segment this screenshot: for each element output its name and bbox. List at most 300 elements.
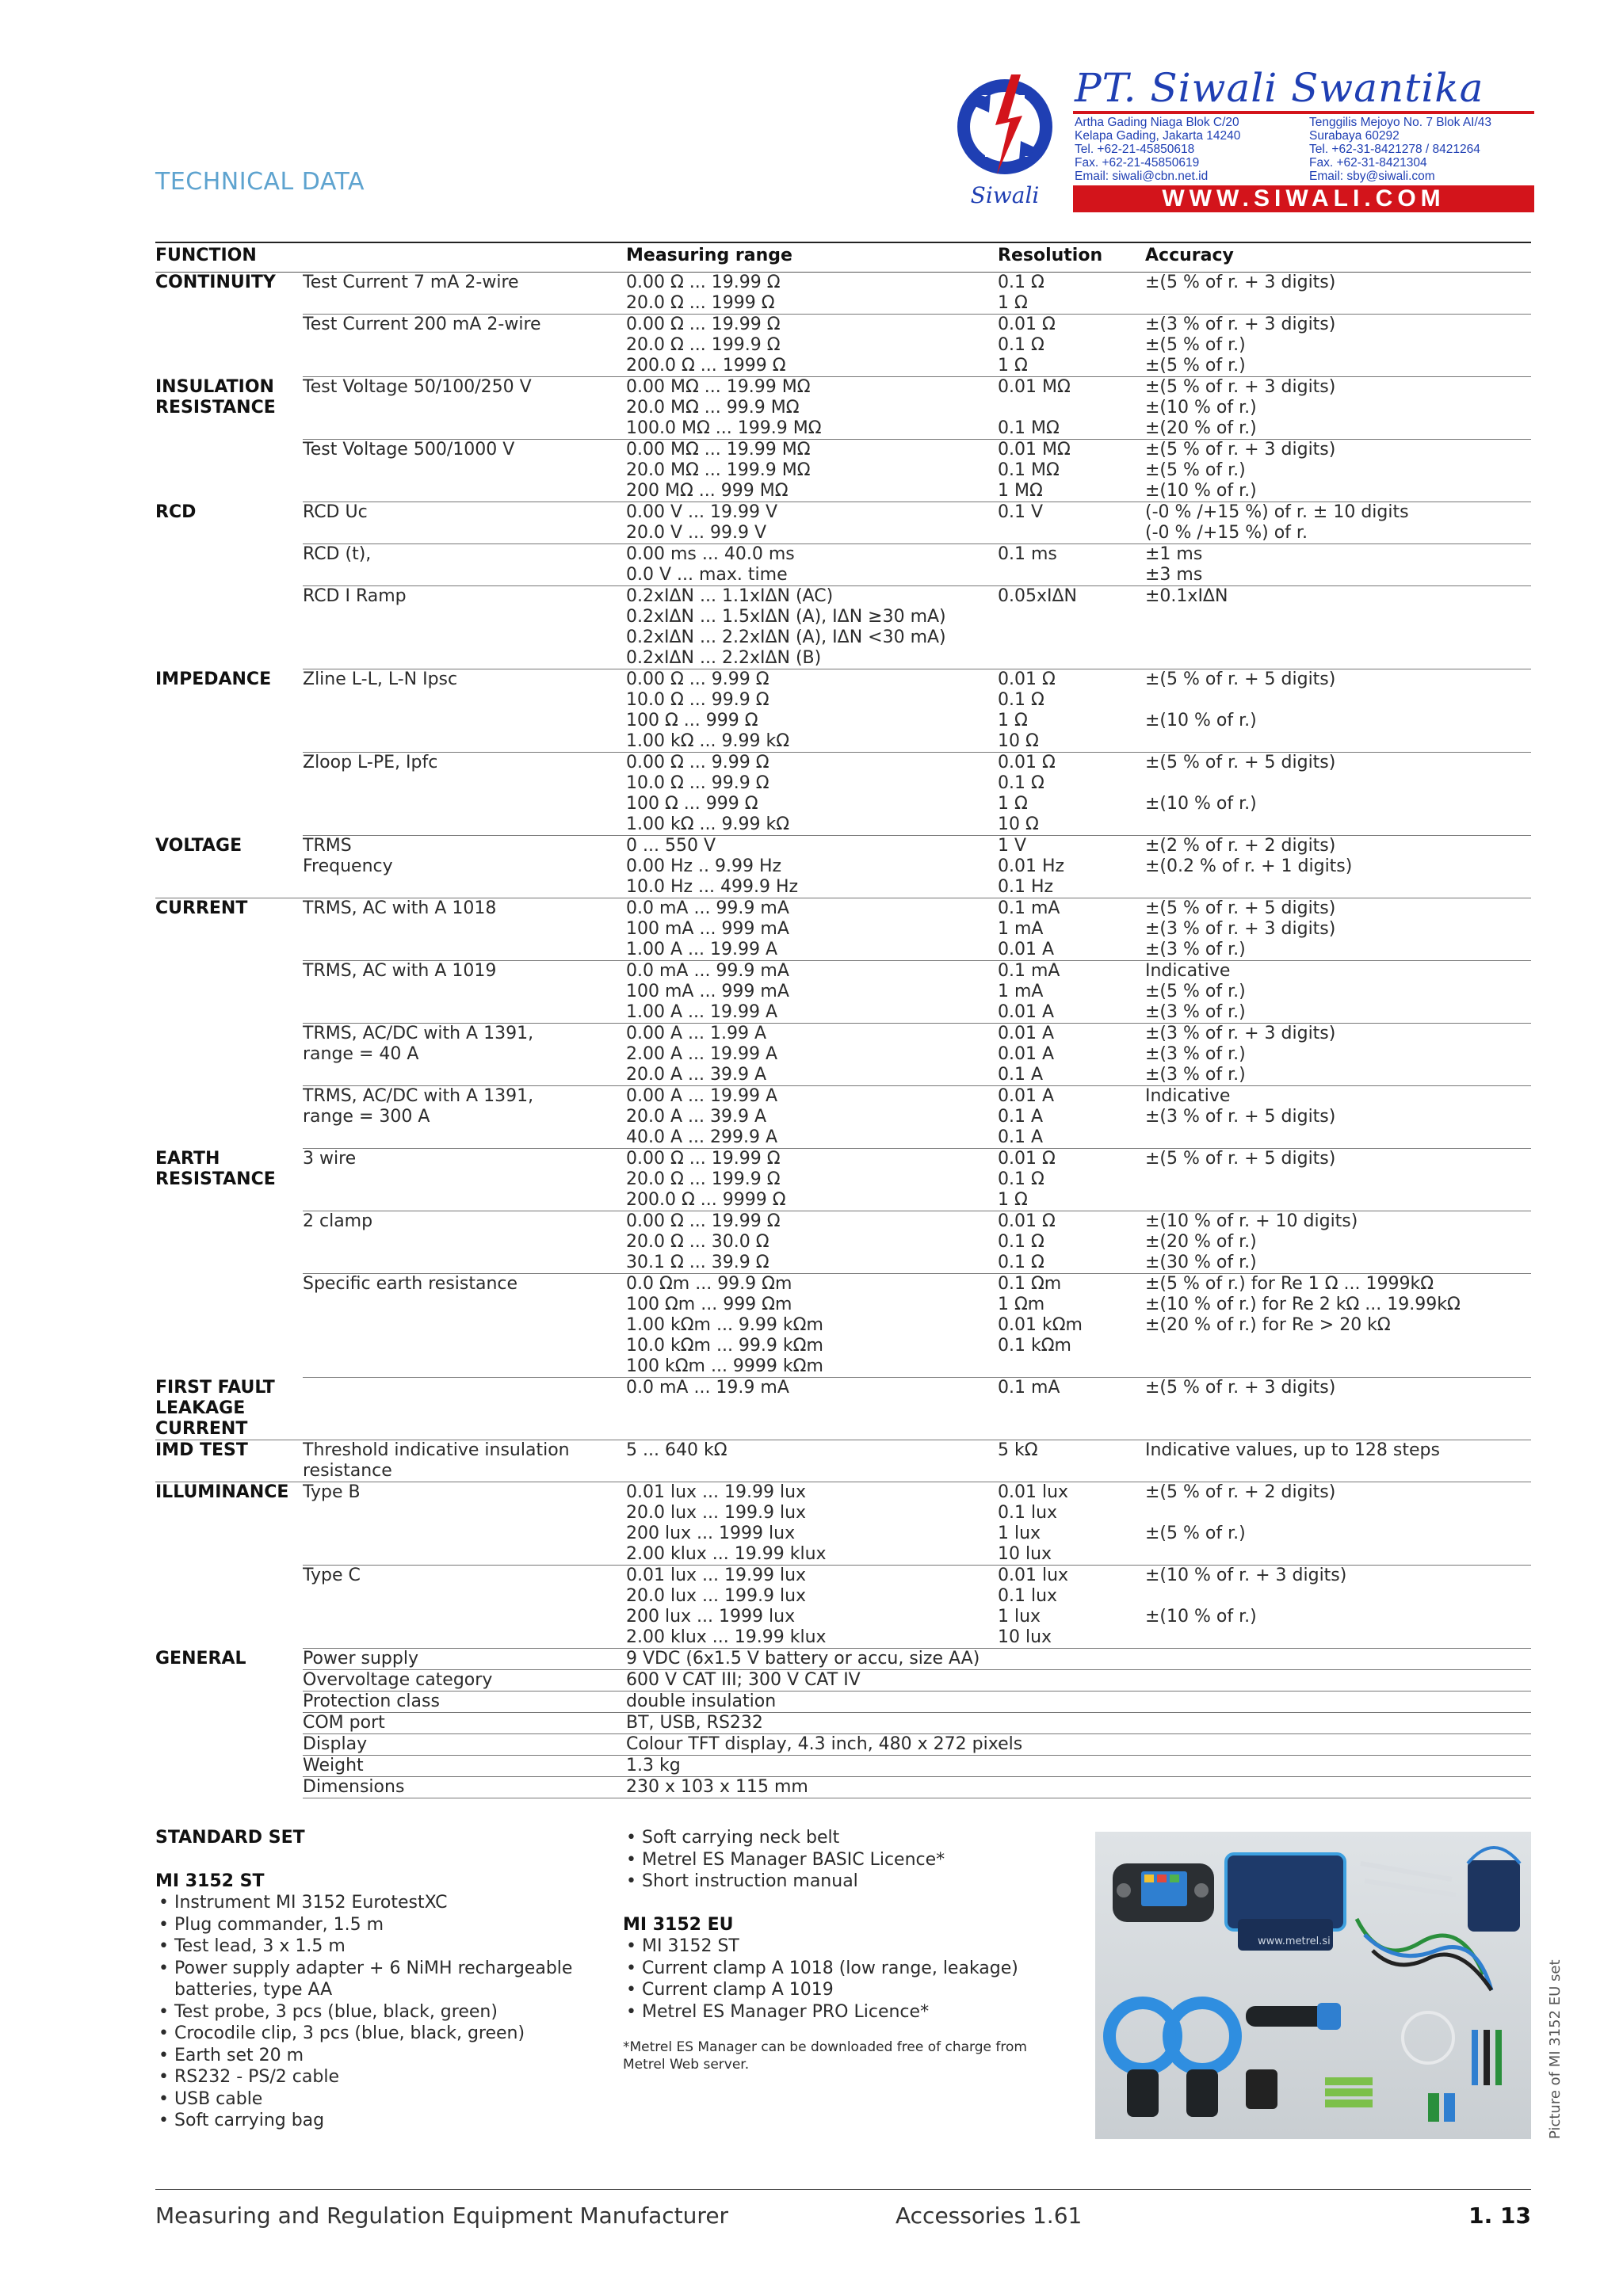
list-item: • Short instruction manual [623, 1871, 1067, 1893]
accuracy-line [1145, 607, 1531, 627]
measuring-range-line: 20.0 MΩ ... 199.9 MΩ [626, 460, 811, 480]
sub-function-line: range = 300 A [303, 1107, 430, 1127]
measuring-range-line: 0.01 lux ... 19.99 lux [626, 1482, 807, 1502]
address-line: Tel. +62-21-45850618 [1075, 143, 1195, 156]
table-row [155, 1440, 1531, 1482]
page-number: 1. 13 [1468, 2203, 1531, 2229]
accuracy-line: Indicative [1145, 1086, 1231, 1106]
accuracy-line [1145, 1419, 1531, 1440]
general-label: Dimensions [303, 1777, 626, 1798]
list-item: • Current clamp A 1019 [623, 1979, 1067, 2001]
company-name: PT. Siwali Swantika [1075, 65, 1484, 111]
list-item: • Earth set 20 m [155, 2045, 599, 2067]
accuracy [1145, 315, 1531, 377]
measuring-range-line: 100 Ωm ... 999 Ωm [626, 1295, 792, 1314]
measuring-range-line: 0.00 A ... 1.99 A [626, 1024, 767, 1043]
sub-function [303, 1566, 626, 1649]
measuring-range-line: 10.0 Ω ... 99.9 Ω [626, 773, 769, 793]
resolution-line: 1 Ω [998, 1190, 1028, 1210]
accuracy-line: ±(3 % of r. + 3 digits) [1145, 315, 1336, 334]
general-label: Overvoltage category [303, 1670, 626, 1691]
accuracy [1145, 1086, 1531, 1149]
address-line: Surabaya 60292 [1309, 129, 1400, 143]
resolution-line: 1 Ω [998, 711, 1028, 730]
measuring-range [626, 1149, 998, 1211]
measuring-range-line: 1.00 A ... 19.99 A [626, 940, 778, 959]
resolution-line: 0.1 MΩ [998, 418, 1060, 438]
sub-function-line [303, 814, 626, 835]
measuring-range [626, 273, 998, 315]
table-row [155, 836, 1531, 898]
accuracy-line: ±(3 % of r.) [1145, 1002, 1246, 1022]
header-measuring-range: Measuring range [626, 242, 998, 273]
measuring-range-line: 20.0 lux ... 199.9 lux [626, 1586, 807, 1606]
measuring-range-line: 20.0 Ω ... 199.9 Ω [626, 335, 781, 355]
measuring-range-line: 2.00 klux ... 19.99 klux [626, 1544, 827, 1564]
accuracy-line: ±(30 % of r.) [1145, 1253, 1257, 1272]
footer-divider [155, 2189, 1531, 2190]
sub-function [303, 377, 626, 440]
resolution-line [998, 398, 1145, 418]
measuring-range-line: 0.00 MΩ ... 19.99 MΩ [626, 377, 811, 397]
resolution-line [998, 523, 1145, 543]
accuracy-line: ±(10 % of r.) [1145, 711, 1257, 730]
list-item: • MI 3152 ST [623, 1936, 1067, 1958]
list-item: • Crocodile clip, 3 pcs (blue, black, green) [155, 2023, 599, 2045]
function-name: VOLTAGE [155, 836, 303, 898]
list-item: • Power supply adapter + 6 NiMH rechargeable batteries, type AA [155, 1958, 599, 2001]
resolution-line [998, 1398, 1145, 1419]
website-link[interactable]: WWW.SIWALI.COM [1073, 185, 1534, 212]
accuracy-line: ±3 ms [1145, 565, 1203, 585]
resolution-line: 0.1 kΩm [998, 1336, 1071, 1356]
measuring-range [626, 1378, 998, 1440]
resolution-line: 0.1 A [998, 1127, 1044, 1147]
sub-function-line: RCD I Ramp [303, 586, 407, 606]
sub-function-line [303, 1419, 626, 1440]
resolution-line: 1 MΩ [998, 481, 1043, 501]
resolution-line: 1 lux [998, 1524, 1041, 1543]
st-set-list-continued [623, 1827, 1067, 1893]
measuring-range-line: 0.00 A ... 19.99 A [626, 1086, 778, 1106]
sub-function-line [303, 1627, 626, 1648]
sub-function-line: Type C [303, 1566, 361, 1585]
accuracy-line: ±(5 % of r.) [1145, 335, 1246, 355]
resolution [998, 544, 1145, 586]
measuring-range-line: 0.00 Ω ... 19.99 Ω [626, 315, 781, 334]
accuracy-line: ±(10 % of r.) [1145, 398, 1257, 418]
resolution-line: 0.1 Ω [998, 690, 1044, 710]
sub-function-line [303, 1607, 626, 1627]
measuring-range [626, 1482, 998, 1566]
resolution-line [998, 648, 1145, 669]
resolution-line: 0.1 Ω [998, 335, 1044, 355]
sub-function-line: RCD (t), [303, 544, 372, 564]
sub-function-line [303, 711, 626, 731]
resolution-line: 0.1 mA [998, 961, 1060, 981]
function-name: FIRST FAULT LEAKAGE CURRENT [155, 1378, 303, 1440]
mi3152-set-illustration [1095, 1832, 1531, 2139]
resolution-line: 1 V [998, 836, 1027, 856]
measuring-range-line: 2.00 A ... 19.99 A [626, 1044, 778, 1064]
list-item: • Test lead, 3 x 1.5 m [155, 1936, 599, 1958]
sub-function [303, 961, 626, 1024]
function-name: CURRENT [155, 898, 248, 918]
accuracy-line: ±(5 % of r. + 5 digits) [1145, 898, 1336, 918]
accuracy-line: ±(10 % of r. + 10 digits) [1145, 1211, 1358, 1231]
sub-function-line: Test Current 200 mA 2-wire [303, 315, 541, 334]
accuracy-line [1145, 877, 1531, 898]
measuring-range-line: 20.0 Ω ... 30.0 Ω [626, 1232, 769, 1252]
resolution [998, 669, 1145, 753]
list-item: • Metrel ES Manager PRO Licence* [623, 2001, 1067, 2023]
accuracy-line: ±(5 % of r. + 2 digits) [1145, 1482, 1336, 1502]
resolution [998, 1566, 1145, 1649]
accuracy-line [1145, 731, 1531, 752]
measuring-range-line: 0.00 V ... 19.99 V [626, 502, 778, 522]
table-row [155, 1211, 1531, 1274]
measuring-range-line: 0.0 mA ... 99.9 mA [626, 961, 789, 981]
measuring-range-line: 0.0 Ωm ... 99.9 Ωm [626, 1274, 792, 1294]
accuracy-line: ±(5 % of r. + 3 digits) [1145, 440, 1336, 460]
resolution-line [998, 1419, 1145, 1440]
sub-function-line: Zloop L-PE, Ipfc [303, 753, 438, 772]
company-divider [1073, 111, 1534, 114]
measuring-range-line: 0.00 ms ... 40.0 ms [626, 544, 795, 564]
accuracy-line: ±(5 % of r. + 3 digits) [1145, 273, 1336, 292]
general-row [155, 1713, 1531, 1734]
resolution-line: 0.1 Ω [998, 773, 1044, 793]
sub-function-line [303, 1315, 626, 1336]
resolution-line: 0.01 Hz [998, 856, 1065, 876]
resolution-line: 0.01 A [998, 1086, 1055, 1106]
measuring-range-line: 0.2xIΔN ... 1.5xIΔN (A), IΔN ≥30 mA) [626, 607, 946, 627]
photo-caption: Picture of MI 3152 EU set [1547, 1959, 1564, 2139]
measuring-range-line: 10.0 Hz ... 499.9 Hz [626, 877, 799, 897]
sub-function-line [303, 1065, 626, 1085]
resolution [998, 315, 1145, 377]
accuracy-line: ±(20 % of r.) [1145, 418, 1257, 438]
function-name: IMPEDANCE [155, 669, 272, 689]
sub-function-line: Test Voltage 500/1000 V [303, 440, 515, 460]
measuring-range-line: 0.00 Hz .. 9.99 Hz [626, 856, 782, 876]
measuring-range-line: 10.0 kΩm ... 99.9 kΩm [626, 1336, 823, 1356]
address-line: Tenggilis Mejoyo No. 7 Blok AI/43 [1309, 116, 1492, 129]
sub-function [303, 1378, 626, 1440]
measuring-range [626, 586, 998, 669]
accuracy-line: ±(5 % of r.) for Re 1 Ω ... 1999kΩ [1145, 1274, 1434, 1294]
accuracy-line [1145, 814, 1531, 835]
measuring-range-line: 1.00 kΩ ... 9.99 kΩ [626, 814, 790, 834]
measuring-range [626, 502, 998, 544]
resolution-line: 0.01 A [998, 1024, 1055, 1043]
resolution-line: 10 Ω [998, 731, 1039, 751]
accuracy-line: ±(10 % of r. + 3 digits) [1145, 1566, 1347, 1585]
sub-function [303, 544, 626, 586]
measuring-range-line: 40.0 A ... 299.9 A [626, 1127, 778, 1147]
measuring-range-line: 0.00 MΩ ... 19.99 MΩ [626, 440, 811, 460]
function-name: IMD TEST [155, 1440, 303, 1482]
measuring-range-line: 20.0 A ... 39.9 A [626, 1107, 767, 1127]
sub-function [303, 753, 626, 836]
sub-function-line: TRMS [303, 836, 352, 856]
measuring-range [626, 1566, 998, 1649]
sub-function-line [303, 940, 626, 960]
technical-data-table [155, 242, 1531, 1798]
product-photo [1095, 1832, 1531, 2139]
sub-function-line [303, 627, 626, 648]
table-row [155, 1274, 1531, 1378]
measuring-range-line: 0.2xIΔN ... 1.1xIΔN (AC) [626, 586, 834, 606]
list-item: • Plug commander, 1.5 m [155, 1914, 599, 1936]
resolution-line [998, 607, 1145, 627]
accuracy-line: ±(0.2 % of r. + 1 digits) [1145, 856, 1353, 876]
sub-function-line [303, 335, 626, 356]
measuring-range-line: 20.0 lux ... 199.9 lux [626, 1503, 807, 1523]
resolution-line: 0.01 Ω [998, 669, 1056, 689]
general-row [155, 1649, 1531, 1670]
sub-function [303, 1482, 626, 1566]
accuracy-line [1145, 1461, 1531, 1482]
measuring-range-line: 0.00 Ω ... 9.99 Ω [626, 669, 769, 689]
accuracy-line: ±(10 % of r.) for Re 2 kΩ ... 19.99kΩ [1145, 1295, 1461, 1314]
accuracy-line: ±(5 % of r.) [1145, 1524, 1246, 1543]
resolution [998, 836, 1145, 898]
function-name: EARTH RESISTANCE [155, 1148, 276, 1189]
sub-function-line [303, 356, 626, 376]
accuracy-line: ±(10 % of r.) [1145, 1607, 1257, 1627]
list-item: • USB cable [155, 2088, 599, 2111]
sub-function-line [303, 398, 626, 418]
resolution [998, 1482, 1145, 1566]
function-name: RCD [155, 502, 197, 522]
accuracy [1145, 377, 1531, 440]
address-line: Fax. +62-31-8421304 [1309, 156, 1427, 170]
sub-function-line: resistance [303, 1461, 392, 1481]
accuracy-line [1145, 293, 1531, 314]
accuracy [1145, 544, 1531, 586]
accuracy-line: ±(10 % of r.) [1145, 481, 1257, 501]
accuracy-line [1145, 1586, 1531, 1607]
address-surabaya [1309, 116, 1491, 183]
sub-function-line [303, 1378, 626, 1398]
list-item: • Soft carrying bag [155, 2110, 599, 2132]
measuring-range-line: 200 lux ... 1999 lux [626, 1524, 796, 1543]
measuring-range-line: 100 Ω ... 999 Ω [626, 794, 758, 814]
sub-function-line: Threshold indicative insulation [303, 1440, 570, 1460]
sub-function [303, 898, 626, 961]
accuracy-line: ±(5 % of r.) [1145, 460, 1246, 480]
measuring-range-line: 20.0 V ... 99.9 V [626, 523, 767, 543]
sub-function-line [303, 731, 626, 752]
address-line: Kelapa Gading, Jakarta 14240 [1075, 129, 1241, 143]
resolution [998, 273, 1145, 315]
measuring-range-line: 0.00 Ω ... 19.99 Ω [626, 1211, 781, 1231]
measuring-range-line: 100 mA ... 999 mA [626, 982, 789, 1001]
sub-function [303, 315, 626, 377]
general-row [155, 1777, 1531, 1798]
general-value: 230 x 103 x 115 mm [626, 1777, 1531, 1798]
accuracy-line [1145, 690, 1531, 711]
accuracy-line [1145, 1627, 1531, 1648]
measuring-range-line: 0 ... 550 V [626, 836, 716, 856]
general-value: BT, USB, RS232 [626, 1713, 1531, 1734]
resolution-line: 0.1 lux [998, 1503, 1058, 1523]
measuring-range [626, 544, 998, 586]
sub-function [303, 1440, 626, 1482]
measuring-range-line: 100.0 MΩ ... 199.9 MΩ [626, 418, 822, 438]
general-label: Weight [303, 1756, 626, 1777]
sub-function-line: Frequency [303, 856, 393, 876]
eu-set-title: MI 3152 EU [623, 1914, 734, 1935]
accuracy-line: ±(5 % of r. + 5 digits) [1145, 669, 1336, 689]
address-line: Artha Gading Niaga Blok C/20 [1075, 116, 1239, 129]
sub-function [303, 1149, 626, 1211]
sub-function [303, 1211, 626, 1274]
resolution-line: 0.1 MΩ [998, 460, 1060, 480]
general-value: 600 V CAT III; 300 V CAT IV [626, 1670, 1531, 1691]
measuring-range-line: 10.0 Ω ... 99.9 Ω [626, 690, 769, 710]
measuring-range-line: 1.00 kΩ ... 9.99 kΩ [626, 731, 790, 751]
resolution-line: 0.1 A [998, 1107, 1044, 1127]
resolution-line: 1 Ωm [998, 1295, 1045, 1314]
general-label: Power supply [303, 1649, 626, 1670]
table-row [155, 1024, 1531, 1086]
table-row [155, 753, 1531, 836]
measuring-range-line: 20.0 Ω ... 1999 Ω [626, 293, 775, 313]
resolution [998, 1211, 1145, 1274]
measuring-range-line: 200.0 Ω ... 1999 Ω [626, 356, 786, 376]
general-value: Colour TFT display, 4.3 inch, 480 x 272 pixels [626, 1734, 1531, 1756]
resolution-line: 0.01 lux [998, 1566, 1069, 1585]
function-name: CONTINUITY [155, 273, 276, 292]
sub-function-line [303, 460, 626, 481]
function-name: ILLUMINANCE [155, 1482, 289, 1502]
resolution [998, 1024, 1145, 1086]
resolution-line: 1 mA [998, 919, 1044, 939]
measuring-range [626, 669, 998, 753]
accuracy [1145, 1378, 1531, 1440]
accuracy-line [1145, 1336, 1531, 1356]
accuracy-line [1145, 1190, 1531, 1211]
header-accuracy: Accuracy [1145, 242, 1531, 273]
measuring-range-line: 100 Ω ... 999 Ω [626, 711, 758, 730]
resolution-line: 0.01 MΩ [998, 440, 1071, 460]
resolution-line: 0.1 ms [998, 544, 1057, 564]
accuracy-line: ±(3 % of r.) [1145, 1065, 1246, 1085]
table-row [155, 544, 1531, 586]
resolution-line: 1 mA [998, 982, 1044, 1001]
resolution-line: 0.1 Ω [998, 273, 1044, 292]
resolution-line: 0.1 lux [998, 1586, 1058, 1606]
accuracy-line [1145, 1169, 1531, 1190]
resolution-line: 0.1 mA [998, 898, 1060, 918]
sub-function-line [303, 1336, 626, 1356]
resolution-line: 0.01 Ω [998, 315, 1056, 334]
accuracy-line: ±(10 % of r.) [1145, 794, 1257, 814]
sub-function-line [303, 1503, 626, 1524]
measuring-range [626, 1211, 998, 1274]
sub-function-line: TRMS, AC with A 1019 [303, 961, 497, 981]
sub-function-line [303, 1169, 626, 1190]
measuring-range-line: 0.0 mA ... 99.9 mA [626, 898, 789, 918]
header-resolution: Resolution [998, 242, 1145, 273]
general-row [155, 1734, 1531, 1756]
measuring-range-line: 100 mA ... 999 mA [626, 919, 789, 939]
accuracy-line: (-0 % /+15 %) of r. ± 10 digits [1145, 502, 1409, 522]
accuracy-line: ±(5 % of r. + 3 digits) [1145, 377, 1336, 397]
resolution-line [998, 627, 1145, 648]
measuring-range-line: 0.2xIΔN ... 2.2xIΔN (B) [626, 648, 822, 668]
address-jakarta [1075, 116, 1240, 183]
resolution [998, 502, 1145, 544]
standard-set-heading: STANDARD SET [155, 1828, 305, 1848]
measuring-range-line: 20.0 Ω ... 199.9 Ω [626, 1169, 781, 1189]
list-item: • RS232 - PS/2 cable [155, 2066, 599, 2088]
general-label: COM port [303, 1713, 626, 1734]
photo-label: www.metrel.si [1258, 1936, 1331, 1947]
resolution-line: 0.01 kΩm [998, 1315, 1083, 1335]
measuring-range [626, 440, 998, 502]
sub-function-line [303, 690, 626, 711]
table-row [155, 440, 1531, 502]
accuracy-line [1145, 1127, 1531, 1148]
accuracy [1145, 273, 1531, 315]
email-link[interactable]: Email: siwali@cbn.net.id [1075, 170, 1209, 183]
resolution-line: 0.1 Ωm [998, 1274, 1062, 1294]
accuracy-line: ±(5 % of r. + 3 digits) [1145, 1378, 1336, 1398]
accuracy [1145, 1566, 1531, 1649]
company-logo-block [946, 63, 1536, 212]
accuracy-line: ±(5 % of r. + 5 digits) [1145, 1149, 1336, 1169]
measuring-range-line: 20.0 MΩ ... 99.9 MΩ [626, 398, 800, 418]
address-line: Tel. +62-31-8421278 / 8421264 [1309, 143, 1480, 156]
accuracy-line [1145, 1503, 1531, 1524]
resolution [998, 1440, 1145, 1482]
measuring-range-line [626, 1419, 998, 1440]
standard-set-column-2 [623, 1827, 1067, 2073]
section-title: TECHNICAL DATA [155, 168, 365, 196]
accuracy-line [1145, 627, 1531, 648]
accuracy-line: (-0 % /+15 %) of r. [1145, 523, 1308, 543]
accuracy [1145, 502, 1531, 544]
measuring-range [626, 753, 998, 836]
resolution-line: 0.1 A [998, 1065, 1044, 1085]
sub-function [303, 586, 626, 669]
sub-function-line [303, 418, 626, 439]
accuracy-line [1145, 1356, 1531, 1377]
resolution-line: 0.01 A [998, 1044, 1055, 1064]
resolution-line: 1 Ω [998, 356, 1028, 376]
resolution-line: 0.01 Ω [998, 753, 1056, 772]
es-manager-footnote: *Metrel ES Manager can be downloaded free of charge from Metrel Web server. [623, 2039, 1027, 2073]
sub-function-line [303, 523, 626, 543]
sub-function-line [303, 919, 626, 940]
measuring-range-line: 200 MΩ ... 999 MΩ [626, 481, 789, 501]
sub-function [303, 669, 626, 753]
resolution-line: 0.01 Ω [998, 1149, 1056, 1169]
table-body [155, 273, 1531, 1798]
table-row [155, 1149, 1531, 1211]
table-row [155, 1566, 1531, 1649]
accuracy-line: ±(2 % of r. + 2 digits) [1145, 836, 1336, 856]
accuracy [1145, 1211, 1531, 1274]
sub-function-line [303, 1398, 626, 1419]
accuracy [1145, 586, 1531, 669]
st-set-title: MI 3152 ST [155, 1871, 265, 1891]
email-link[interactable]: Email: sby@siwali.com [1309, 170, 1435, 183]
eu-set-list [623, 1936, 1067, 2023]
